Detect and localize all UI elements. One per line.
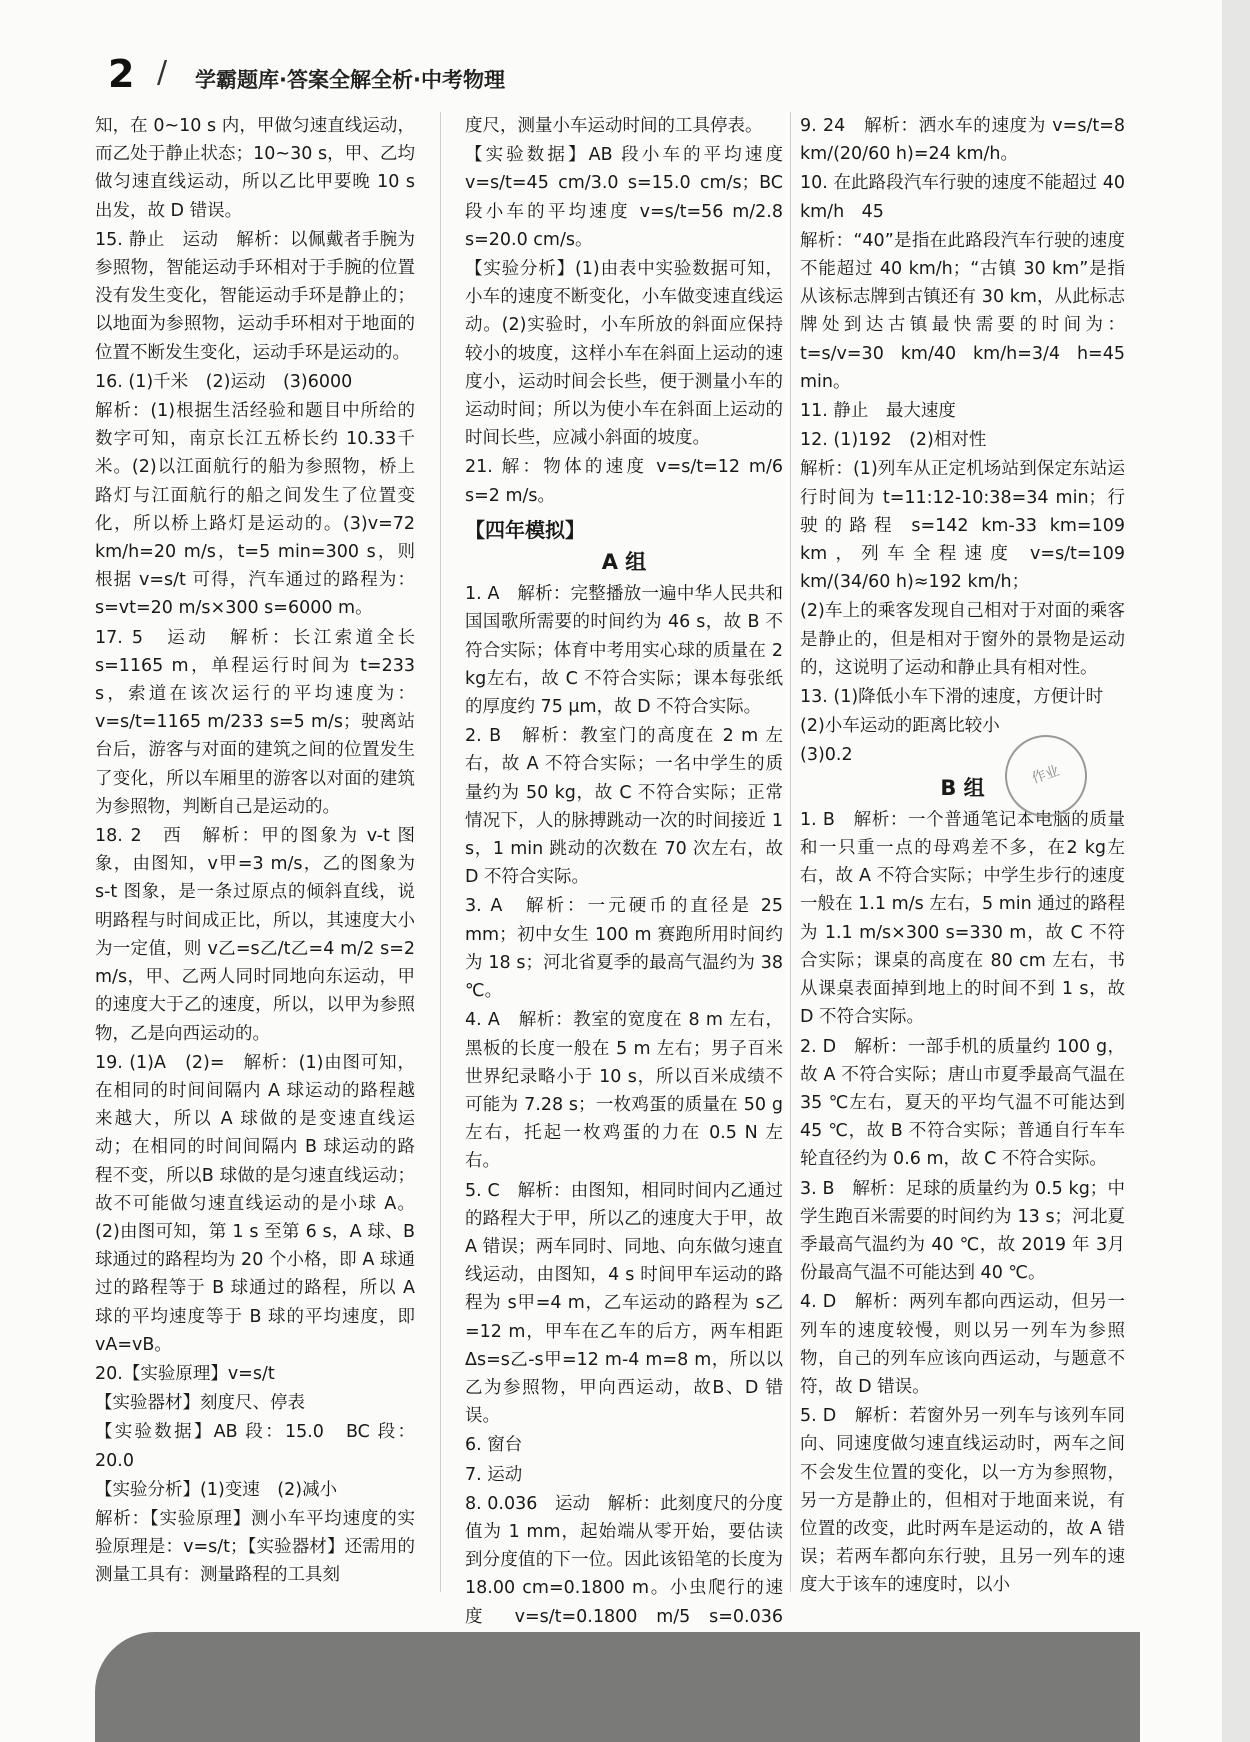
answer-20-continued: 度尺，测量小车运动时间的工具停表。 — [465, 116, 763, 136]
answer-b1: 1. B 解析：一个普通笔记本电脑的质量和一只重一点的母鸡差不多，在2 kg左右，故 A 不符合实际；中学生步行的速度一般在 1.1 m/s 左右，5 min 通过的路程为 1.1 m/s×300 s=330 m，故 C 不符合实际；课桌的高度在 80 cm 左右，书从课桌表面掉到地上的时间不到 1 s，故 D 不符合实际。 — [800, 809, 1125, 1028]
answer-a13: 13. (1)降低小车下滑的速度，方便计时 — [800, 687, 1104, 708]
answer-a2: 2. B 解析：教室门的高度在 2 m 左右，故 A 不符合实际；一名中学生的质量约为 50 kg，故 C 不符合实际；正常情况下，人的脉搏跳动一次的时间接近 1 s，1 min 跳动的次数在 70 次左右，故 D 不符合实际。 — [465, 726, 783, 888]
answer-a8: 8. 0.036 运动 解析：此刻度尺的分度值为 1 mm，起始端从零开始，要估读到分度值的下一位。因此该铅笔的长度为 18.00 cm=0.1800 m。小虫爬行的速度 v=s/t=0.1800 m/5 s=0.036 — [465, 1493, 783, 1627]
column-divider — [790, 112, 791, 1592]
column-divider — [440, 112, 441, 1592]
answer-b4: 4. D 解析：两列车都向西运动，但另一列车的速度较慢，则以另一列车为参照物，自己的列车应该向西运动，与题意不符，故 D 错误。 — [800, 1292, 1125, 1397]
answer-16-explanation: 解析：(1)根据生活经验和题目中所给的数字可知，南京长江五桥长约 10.33千米。(2)以江面航行的船为参照物，桥上路灯与江面航行的船之间发生了位置变化，所以桥上路灯是运动的。(3)v=72 km/h=20 m/s，t=5 min=300 s，则根据 v=s/t 可得，汽车通过的路程为：s=vt=20 m/s×300 s=6000 m。 — [95, 401, 415, 619]
answer-paragraph: 知，在 0~10 s 内，甲做匀速直线运动，而乙处于静止状态；10~30 s，甲、乙均做匀速直线运动，所以乙比甲要晚 10 s出发，故 D 错误。 — [95, 116, 415, 221]
answer-21: 21. 解：物体的速度 v=s/t=12 m/6 s=2 m/s。 — [465, 457, 783, 506]
answer-b5: 5. D 解析：若窗外另一列车与该列车同向、同速度做匀速直线运动时，两车之间不会发生位置的变化，以一方为参照物，另一方是静止的，但相对于地面来说，有位置的改变，此时两车是运动的，故 A 错误；若两车都向东行驶，且另一列车的速度大于该车的速度时，以小 — [800, 1406, 1125, 1596]
answer-a13-part3: (3)0.2 — [800, 745, 853, 766]
section-heading: 【四年模拟】 — [465, 517, 585, 542]
answer-a6: 6. 窗台 — [465, 1435, 523, 1456]
column-right — [800, 112, 1125, 1601]
column-middle — [465, 112, 783, 1688]
answer-a13-part2: (2)小车运动的距离比较小 — [800, 716, 1000, 737]
group-b-heading: B 组 — [940, 775, 985, 800]
answer-20-analysis-explanation: 【实验分析】(1)由表中实验数据可知，小车的速度不断变化，小车做变速直线运动。(2)实验时，小车所放的斜面应保持较小的坡度，这样小车在斜面上运动的速度小，运动时间会长些，便于测量小车的运动时间；所以为使小车在斜面上运动的时间长些，应减小斜面的坡度。 — [465, 259, 783, 449]
page-number: 2 — [108, 52, 135, 96]
answer-20-data: 【实验数据】AB 段：15.0 BC 段：20.0 — [95, 1422, 415, 1471]
answer-20: 20.【实验原理】v=s/t — [95, 1363, 275, 1384]
answer-a12: 12. (1)192 (2)相对性 — [800, 430, 987, 451]
answer-a1: 1. A 解析：完整播放一遍中华人民共和国国歌所需要的时间约为 46 s，故 B 不符合实际；体育中考用实心球的质量在 2 kg左右，故 C 不符合实际；课本每张纸的厚度约 75 μm，故 D 不符合实际。 — [465, 584, 783, 718]
answer-a7: 7. 运动 — [465, 1464, 523, 1485]
watermark-stamp: 作业 — [994, 724, 1097, 827]
page-header — [0, 0, 1250, 110]
answer-20-explanation: 解析：【实验原理】测小车平均速度的实验原理是：v=s/t；【实验器材】还需用的测量工具有：测量路程的工具刻 — [95, 1508, 415, 1586]
answer-a5: 5. C 解析：由图知，相同时间内乙通过的路程大于甲，所以乙的速度大于甲，故A 错误；两车同时、同地、向东做匀速直线运动，由图知，4 s 时间甲车运动的路程为 s甲=4 m，乙车运动的路程为 s乙=12 m，甲车在乙车的后方，两车相距 Δs=s乙-s甲=12 m-4 m=8 m，所以以乙为参照物，甲向西运动，故B、D 错误。 — [465, 1180, 783, 1427]
answer-20-data-explanation: 【实验数据】AB 段小车的平均速度 v=s/t=45 cm/3.0 s=15.0 cm/s；BC 段小车的平均速度 v=s/t=56 m/2.8 s=20.0 cm/s。 — [465, 145, 783, 250]
answer-a11: 11. 静止 最大速度 — [800, 401, 956, 422]
book-title: 学霸题库·答案全解全析·中考物理 — [195, 68, 505, 92]
answer-15: 15. 静止 运动 解析：以佩戴者手腕为参照物，智能运动手环相对于手腕的位置没有发生变化，智能运动手环是静止的；以地面为参照物，运动手环相对于地面的位置不断发生变化，运动手环是运动的。 — [95, 229, 415, 363]
answer-16: 16. (1)千米 (2)运动 (3)6000 — [95, 371, 353, 392]
answer-17: 17. 5 运动 解析：长江索道全长 s=1165 m，单程运行时间为 t=233 s，索道在该次运行的平均速度为：v=s/t=1165 m/233 s=5 m/s；驶离站台后，游客与对面的建筑之间的位置发生了变化，所以车厢里的游客以对面的建筑为参照物，判断自己是运动的。 — [95, 627, 415, 817]
answer-b3: 3. B 解析：足球的质量约为 0.5 kg；中学生跑百米需要的时间约为 13 s；河北夏季最高气温约为 40 ℃，故 2019 年 3月份最高气温不可能达到 40 ℃。 — [800, 1178, 1125, 1284]
answer-20-analysis: 【实验分析】(1)变速 (2)减小 — [95, 1479, 338, 1500]
answer-19: 19. (1)A (2)= 解析：(1)由图可知，在相同的时间间隔内 A 球运动的路程越来越大，所以 A 球做的是变速直线运动；在相同的时间间隔内 B 球运动的路程不变，所以B 球做的是匀速直线运动；故不可能做匀速直线运动的是小球 A。(2)由图可知，第 1 s 至第 6 s，A 球、B 球通过的路程均为 20 个小格，即 A 球通过的路程等于 B 球通过的路程，所以 A 球的平均速度等于 B 球的平均速度，即 vA=vB。 — [95, 1052, 415, 1355]
answer-18: 18. 2 西 解析：甲的图象为 v-t 图象，由图知，v甲=3 m/s，乙的图象为 s-t 图象，是一条过原点的倾斜直线，说明路程与时间成正比，所以，其速度大小为一定值，则 v乙=s乙/t乙=4 m/2 s=2 m/s，甲、乙两人同时同地向东运动，甲的速度大于乙的速度，所以，以甲为参照物，乙是向西运动的。 — [95, 826, 415, 1044]
answer-a12-explanation: 解析：(1)列车从正定机场站到保定东站运行时间为 t=11:12-10:38=34 min；行驶的路程 s=142 km-33 km=109 km，列车全程速度 v=s/t=109 km/(34/60 h)≈192 km/h； — [800, 459, 1125, 593]
answer-a12-part2: (2)车上的乘客发现自己相对于对面的乘客是静止的，但是相对于窗外的景物是运动的，这说明了运动和静止具有相对性。 — [800, 601, 1125, 678]
answer-b2: 2. D 解析：一部手机的质量约 100 g，故 A 不符合实际；唐山市夏季最高气温在 35 ℃左右，夏天的平均气温不可能达到 45 ℃，故 B 不符合实际；普通自行车车轮直径约为 0.6 m，故 C 不符合实际。 — [800, 1036, 1125, 1170]
answer-a10-explanation: 解析：“40”是指在此路段汽车行驶的速度不能超过 40 km/h；“古镇 30 km”是指从该标志牌到古镇还有 30 km，从此标志牌处到达古镇最快需要的时间为：t=s/v=30 km/40 km/h=3/4 h=45 min。 — [800, 230, 1125, 392]
header-slash: / — [157, 55, 168, 90]
page-edge — [1222, 0, 1250, 1742]
answer-a4: 4. A 解析：教室的宽度在 8 m 左右，黑板的长度一般在 5 m 左右；男子百米世界纪录略小于 10 s，所以百米成绩不可能为 7.28 s；一枚鸡蛋的质量在 50 g左右，托起一枚鸡蛋的力在 0.5 N 左右。 — [465, 1010, 783, 1172]
answer-a3: 3. A 解析：一元硬币的直径是 25 mm；初中女生 100 m 赛跑所用时间约为 18 s；河北省夏季的最高气温约为 38 ℃。 — [465, 896, 783, 1002]
group-a-heading: A 组 — [601, 550, 647, 575]
answer-a10: 10. 在此路段汽车行驶的速度不能超过 40 km/h 45 — [800, 173, 1125, 222]
answer-a9: 9. 24 解析：洒水车的速度为 v=s/t=8 km/(20/60 h)=24 km/h。 — [800, 116, 1125, 165]
page-footer-band — [95, 1632, 1140, 1742]
column-left — [95, 112, 415, 1591]
answer-20-equipment: 【实验器材】刻度尺、停表 — [95, 1393, 305, 1414]
